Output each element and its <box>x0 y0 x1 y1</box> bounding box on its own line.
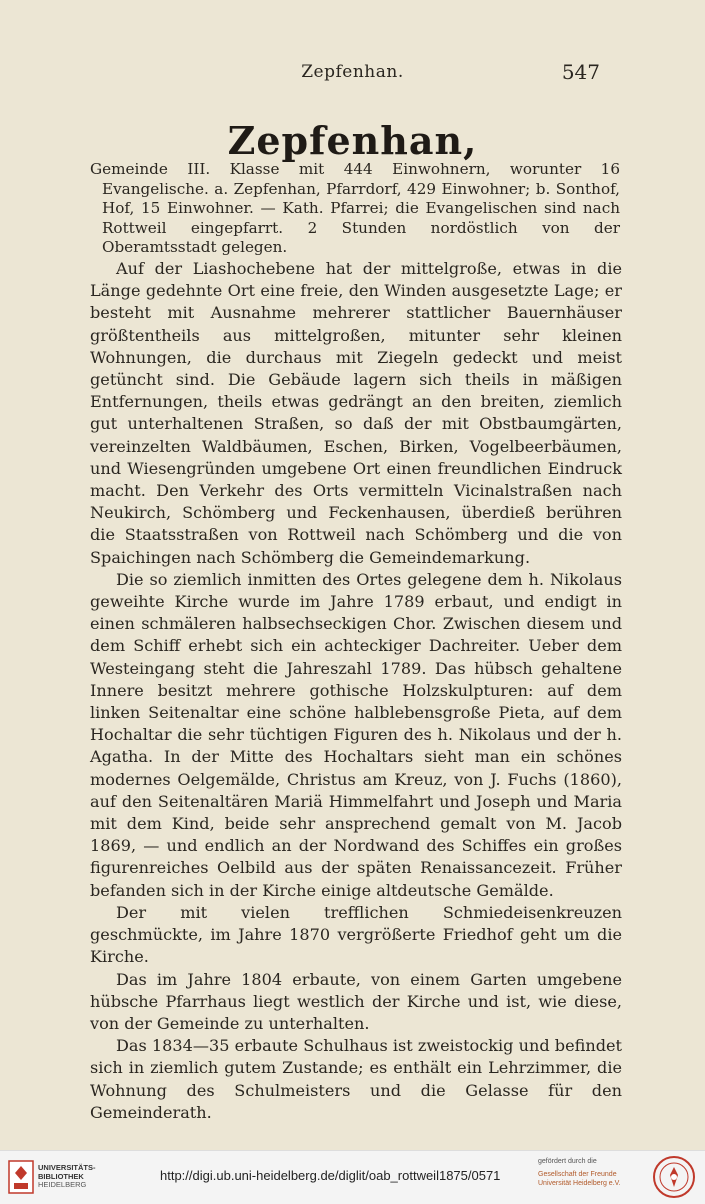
section-heading: Zepfenhan, <box>227 118 478 163</box>
running-head <box>0 62 705 86</box>
body-text <box>90 258 622 1124</box>
municipality-summary <box>90 160 620 258</box>
paragraph: Das 1834—35 erbaute Schulhaus ist zweistockig und befindet sich in ziemlich gutem Zustande; es enthält ein Lehrzimmer, die Wohnung des Schulmeisters und die Gelasse für den Gemeinderath. <box>90 1036 622 1122</box>
library-name-line1: UNIVERSITÄTS- <box>38 1163 96 1172</box>
sponsor-org-line2: Universität Heidelberg e.V. <box>538 1180 621 1187</box>
paragraph: Die so ziemlich inmitten des Ortes gelegene dem h. Nikolaus geweihte Kirche wurde im Jahre 1789 erbaut, und endigt in einen schmäleren halbsechseckigen Chor. Zwischen diesem und dem Schiff erhebt sich ein achteckiger Dachreiter. Ueber dem Westeingang steht die Jahreszahl 1789. Das hübsch gehaltene Innere besitzt mehrere gothische Holzskulpturen: auf dem linken Seitenaltar eine schöne halblebensgroße Pieta, auf dem Hochaltar die sehr tüchtigen Figuren des h. Nikolaus und der h. Agatha. In der Mitte des Hochaltars sieht man ein schönes modernes Oelgemälde, Christus am Kreuz, von J. Fuchs (1860), auf den Seitenaltären Mariä Himmelfahrt und Joseph und Maria mit dem Kind, beide sehr ansprechend gemalt von M. Jacob 1869, — und endlich an der Nordwand des Schiffes ein großes figurenreiches Oelbild aus der späten Renaissancezeit. Früher befanden sich in der Kirche einige altdeutsche Gemälde. <box>90 569 622 900</box>
sponsor-block[interactable] <box>538 1157 658 1188</box>
university-logo-icon[interactable] <box>8 1160 34 1194</box>
viewer-footer <box>0 1150 705 1204</box>
library-name-line3: HEIDELBERG <box>38 1180 87 1189</box>
sponsor-label: gefördert durch die <box>538 1158 597 1165</box>
summary-text: Gemeinde III. Klasse mit 444 Einwohnern, worunter 16 Evangelische. a. Zepfenhan, Pfarrdorf, 429 Einwohner; b. Sonthof, Hof, 15 Einwohner. — Kath. Pfarrei; die Evangelischen sind nach Rottweil eingepfarrt. 2 Stunden nordöstlich von der Oberamtsstadt gelegen. <box>90 160 620 256</box>
paragraph: Das im Jahre 1804 erbaute, von einem Garten umgebene hübsche Pfarrhaus liegt westlich der Kirche und ist, wie diese, von der Gemeinde zu unterhalten. <box>90 969 622 1033</box>
sponsor-org-line1: Gesellschaft der Freunde <box>538 1171 617 1178</box>
permalink-url[interactable]: http://digi.ub.uni-heidelberg.de/diglit/oab_rottweil1875/0571 <box>160 1168 501 1183</box>
paragraph: Auf der Liashochebene hat der mittelgroße, etwas in die Länge gedehnte Ort eine freie, den Winden ausgesetzte Lage; er besteht mit Ausnahme mehrerer stattlicher Bauernhäuser größtentheils aus mittelgroßen, mitunter sehr kleinen Wohnungen, die durchaus mit Ziegeln gedeckt und meist getüncht sind. Die Gebäude lagern sich theils in mäßigen Entfernungen, theils etwas gedrängt an den breiten, ziemlich gut unterhaltenen Straßen, so daß der mit Obstbaumgärten, vereinzelten Waldbäumen, Eschen, Birken, Vogelbeerbäumen, und Wiesengründen umgebene Ort einen freundlichen Eindruck macht. Den Verkehr des Orts vermitteln Vicinalstraßen nach Neukirch, Schömberg und Feckenhausen, überdieß berühren die Staatsstraßen von Rottweil nach Schömberg und die von Spaichingen nach Schömberg die Gemeindemarkung. <box>90 259 622 567</box>
paragraph: Der mit vielen trefflichen Schmiedeisenkreuzen geschmückte, im Jahre 1870 vergrößerte Friedhof geht um die Kirche. <box>90 902 622 967</box>
page-number: 547 <box>561 60 600 84</box>
library-name-line2: BIBLIOTHEK <box>38 1171 84 1181</box>
running-title: Zepfenhan. <box>301 62 404 82</box>
library-name[interactable] <box>38 1164 118 1190</box>
society-seal-icon <box>652 1155 696 1199</box>
